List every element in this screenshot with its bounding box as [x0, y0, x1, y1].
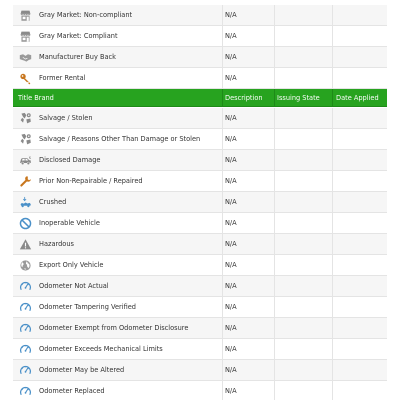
blocked-icon	[13, 217, 38, 230]
row-issuing-state	[274, 297, 332, 317]
row-issuing-state	[274, 339, 332, 359]
odometer-icon	[13, 364, 38, 377]
wrench-icon	[13, 175, 38, 188]
row-description: N/A	[222, 339, 274, 359]
row-description: N/A	[222, 213, 274, 233]
row-description: N/A	[222, 360, 274, 380]
row-label: Export Only Vehicle	[39, 261, 104, 269]
table-row	[13, 297, 387, 318]
row-issuing-state	[274, 381, 332, 400]
row-issuing-state	[274, 150, 332, 170]
table-row	[13, 213, 387, 234]
row-date-applied	[332, 213, 387, 233]
row-date-applied	[332, 192, 387, 212]
row-issuing-state	[274, 255, 332, 275]
row-date-applied	[332, 150, 387, 170]
row-date-applied	[332, 129, 387, 149]
row-label: Disclosed Damage	[39, 156, 101, 164]
row-label: Gray Market: Non-compliant	[39, 11, 133, 19]
row-label: Prior Non-Repairable / Repaired	[39, 177, 143, 185]
row-issuing-state	[274, 5, 332, 25]
column-header-issuing-state[interactable]: Issuing State	[274, 89, 332, 106]
odometer-icon	[13, 385, 38, 398]
row-description: N/A	[222, 129, 274, 149]
row-description: N/A	[222, 234, 274, 254]
odometer-icon	[13, 322, 38, 335]
warning-icon	[13, 238, 38, 251]
row-date-applied	[332, 381, 387, 400]
row-description: N/A	[222, 108, 274, 128]
row-description: N/A	[222, 255, 274, 275]
row-date-applied	[332, 360, 387, 380]
row-issuing-state	[274, 68, 332, 88]
crushed-car-icon	[13, 196, 38, 209]
row-date-applied	[332, 171, 387, 191]
row-date-applied	[332, 276, 387, 296]
damaged-car-icon	[13, 154, 38, 167]
title-brand-table	[13, 5, 387, 89]
column-header-title-brand[interactable]: Title Brand	[18, 93, 54, 102]
row-label: Hazardous	[39, 240, 74, 248]
row-issuing-state	[274, 318, 332, 338]
table-row	[13, 381, 387, 400]
row-date-applied	[332, 255, 387, 275]
row-description: N/A	[222, 68, 274, 88]
table-row	[13, 5, 387, 26]
table-row	[13, 339, 387, 360]
row-label: Odometer Exceeds Mechanical Limits	[39, 345, 163, 353]
row-label: Odometer Exempt from Odometer Disclosure	[39, 324, 189, 332]
row-date-applied	[332, 297, 387, 317]
table-row	[13, 255, 387, 276]
table-row	[13, 68, 387, 89]
row-description: N/A	[222, 47, 274, 67]
table-row	[13, 318, 387, 339]
row-label: Odometer Tampering Verified	[39, 303, 136, 311]
table-row	[13, 192, 387, 213]
row-date-applied	[332, 234, 387, 254]
table-row	[13, 129, 387, 150]
odometer-icon	[13, 280, 38, 293]
table-row	[13, 108, 387, 129]
title-brand-rows	[13, 108, 387, 400]
row-issuing-state	[274, 171, 332, 191]
row-description: N/A	[222, 276, 274, 296]
row-issuing-state	[274, 108, 332, 128]
row-issuing-state	[274, 213, 332, 233]
row-description: N/A	[222, 5, 274, 25]
handshake-icon	[13, 51, 38, 64]
row-label: Salvage / Stolen	[39, 114, 93, 122]
salvage-icon	[13, 112, 38, 125]
row-date-applied	[332, 26, 387, 46]
row-issuing-state	[274, 234, 332, 254]
key-icon	[13, 72, 38, 85]
table-row	[13, 171, 387, 192]
row-description: N/A	[222, 26, 274, 46]
globe-icon	[13, 259, 38, 272]
row-label: Odometer Replaced	[39, 387, 105, 395]
row-description: N/A	[222, 297, 274, 317]
row-label: Gray Market: Compliant	[39, 32, 118, 40]
row-issuing-state	[274, 129, 332, 149]
table-row	[13, 360, 387, 381]
row-date-applied	[332, 339, 387, 359]
table-row	[13, 150, 387, 171]
row-issuing-state	[274, 276, 332, 296]
row-label: Inoperable Vehicle	[39, 219, 100, 227]
row-date-applied	[332, 5, 387, 25]
salvage-icon	[13, 133, 38, 146]
column-header-date-applied[interactable]: Date Applied	[332, 89, 387, 106]
store-icon	[13, 9, 38, 22]
row-description: N/A	[222, 192, 274, 212]
row-label: Former Rental	[39, 74, 86, 82]
row-label: Manufacturer Buy Back	[39, 53, 116, 61]
title-brand-header	[13, 89, 387, 107]
row-label: Salvage / Reasons Other Than Damage or Stolen	[39, 135, 201, 143]
row-description: N/A	[222, 318, 274, 338]
odometer-icon	[13, 301, 38, 314]
table-row	[13, 234, 387, 255]
store-icon	[13, 30, 38, 43]
row-issuing-state	[274, 26, 332, 46]
table-header-row	[13, 89, 387, 107]
row-date-applied	[332, 68, 387, 88]
row-date-applied	[332, 47, 387, 67]
row-label: Odometer May be Altered	[39, 366, 125, 374]
table-row	[13, 26, 387, 47]
row-label: Crushed	[39, 198, 67, 206]
row-description: N/A	[222, 171, 274, 191]
table-row	[13, 47, 387, 68]
column-header-description[interactable]: Description	[222, 89, 274, 106]
row-description: N/A	[222, 150, 274, 170]
row-date-applied	[332, 108, 387, 128]
row-label: Odometer Not Actual	[39, 282, 109, 290]
row-issuing-state	[274, 192, 332, 212]
row-issuing-state	[274, 47, 332, 67]
row-description: N/A	[222, 381, 274, 400]
row-issuing-state	[274, 360, 332, 380]
odometer-icon	[13, 343, 38, 356]
row-date-applied	[332, 318, 387, 338]
table-row	[13, 276, 387, 297]
